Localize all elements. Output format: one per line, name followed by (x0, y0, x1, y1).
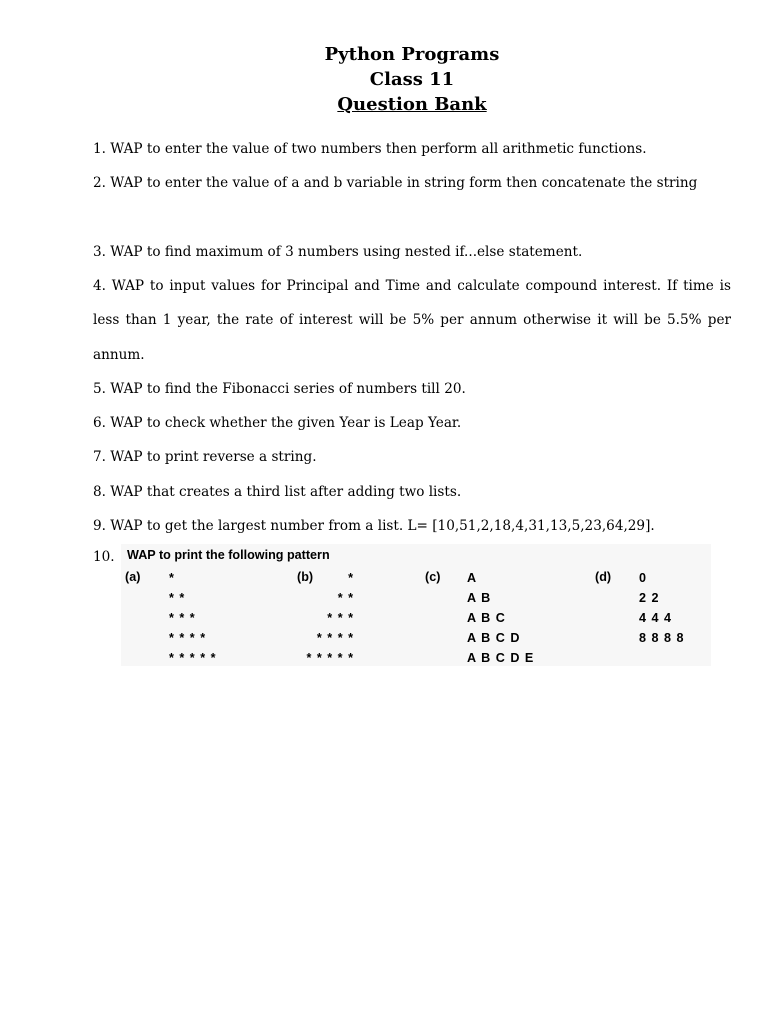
pattern-d-row: 8 8 8 8 (639, 631, 685, 645)
document-title: Python Programs (324, 44, 500, 65)
pattern-c-row: A (467, 571, 478, 585)
question-7: 7. WAP to print reverse a string. (93, 449, 317, 465)
pattern-c-row: A B C D (467, 631, 521, 645)
question-8: 8. WAP that creates a third list after adding two lists. (93, 484, 462, 500)
document-header (0, 42, 768, 117)
question-3: 3. WAP to find maximum of 3 numbers using nested if...else statement. (93, 244, 583, 260)
pattern-d-row: 0 (639, 571, 648, 585)
pattern-d-row: 2 2 (639, 591, 660, 605)
pattern-b-row: * * * * * (306, 651, 354, 665)
pattern-title: WAP to print the following pattern (127, 548, 330, 562)
pattern-c-row: A B C (467, 611, 506, 625)
class-label: Class 11 (369, 69, 455, 90)
pattern-a-row: * * * (169, 611, 196, 625)
question-6: 6. WAP to check whether the given Year is Leap Year. (93, 415, 462, 431)
question-9: 9. WAP to get the largest number from a list. L= [10,51,2,18,4,31,13,5,23,64,29]. (93, 518, 655, 534)
pattern-label-a: (a) (125, 570, 141, 584)
pattern-d-row: 4 4 4 (639, 611, 673, 625)
pattern-a-row: * * * * * (169, 651, 217, 665)
question-4: 4. WAP to input values for Principal and Time and calculate compound interest. If time is less than 1 year, the rate of interest will be 5% per annum otherwise it will be 5.5% per annum. (93, 278, 731, 363)
pattern-label-d: (d) (595, 570, 612, 584)
pattern-b-row: * * (337, 591, 354, 605)
pattern-c-row: A B (467, 591, 492, 605)
question-10-number: 10. (93, 549, 115, 565)
pattern-b-row: * (348, 571, 354, 585)
pattern-a-row: * * * * (169, 631, 207, 645)
section-heading: Question Bank (337, 94, 487, 115)
question-2: 2. WAP to enter the value of a and b variable in string form then concatenate the string (93, 175, 698, 191)
pattern-b-row: * * * (327, 611, 354, 625)
pattern-c-row: A B C D E (467, 651, 535, 665)
question-5: 5. WAP to find the Fibonacci series of numbers till 20. (93, 381, 466, 397)
pattern-label-b: (b) (297, 570, 314, 584)
question-1: 1. WAP to enter the value of two numbers then perform all arithmetic functions. (93, 141, 647, 157)
pattern-figure (121, 544, 711, 666)
pattern-a-row: * * (169, 591, 186, 605)
pattern-b-row: * * * * (316, 631, 354, 645)
pattern-label-c: (c) (425, 570, 441, 584)
pattern-a-row: * (169, 571, 175, 585)
